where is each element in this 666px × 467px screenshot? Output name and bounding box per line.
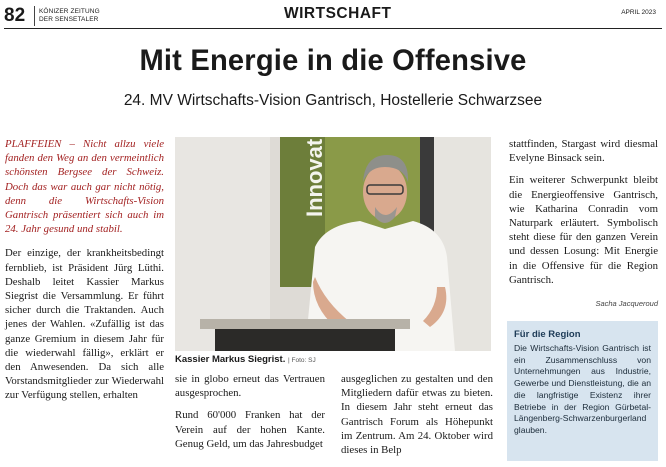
article-photo bbox=[175, 137, 491, 351]
photo-caption bbox=[175, 354, 316, 365]
publication-name bbox=[39, 8, 100, 24]
headline: Mit Energie in die Offensive bbox=[139, 44, 527, 77]
section-title: WIRTSCHAFT bbox=[284, 5, 392, 22]
publication-line-2: DER SENSETALER bbox=[39, 16, 99, 23]
issue-date: APRIL 2023 bbox=[621, 9, 656, 16]
header-rule bbox=[4, 28, 662, 29]
column-4 bbox=[509, 137, 658, 287]
info-box-title: Für die Region bbox=[514, 329, 581, 340]
body-paragraph: stattfinden, Stargast wird diesmal Evelyne Binsack sein. bbox=[509, 138, 658, 165]
info-box-body: Die Wirtschafts-Vision Gantrisch ist ein Zusammenschluss von Unternehmungen aus Industrie, Gewerbe und Dienstleistung, die an die langfristige Existenz ihrer Betriebe in der Region Gürbetal-Längenberg-Schwarzenburgerland glauben. bbox=[514, 343, 651, 435]
lead-paragraph: PLAFFEIEN – Nicht allzu viele fanden den Weg an den vermeintlich schönsten Bergsee der Schweiz. Doch das war auch gar nicht nötig, denn die Wirtschafts-Vision Gantrisch präsentiert sich auch im 24. Jahr gesund und stabil. bbox=[5, 138, 164, 236]
author-signature: Sacha Jacqueroud bbox=[595, 299, 658, 308]
caption-text: Kassier Markus Siegrist. bbox=[175, 354, 286, 365]
body-paragraph: Ein weiterer Schwerpunkt bleibt die Energieoffensive Gantrisch, wie Katharina Conradin vom Naturpark erläutert. Symbolisch steht diese für den ganzen Verein und dessen Losung: Mit Energie in die Offensive für die Region Gantrisch. bbox=[509, 174, 658, 286]
subheadline: 24. MV Wirtschafts-Vision Gantrisch, Hostellerie Schwarzsee bbox=[123, 92, 543, 109]
header-divider bbox=[34, 6, 35, 26]
publication-line-1: KÖNIZER ZEITUNG bbox=[39, 8, 100, 15]
body-paragraph: ausgeglichen zu gestalten und den Mitgliedern dafür etwas zu bieten. In diesem Jahr steht erneut das Gantrisch Forum als Höhepunkt im Zentrum. Am 24. Oktober wird dieses in Belp bbox=[341, 373, 493, 457]
column-2 bbox=[175, 372, 325, 451]
body-paragraph: Rund 60'000 Franken hat der Verein auf der hohen Kante. Genug Geld, um das Jahresbudget bbox=[175, 409, 325, 450]
page-number: 82 bbox=[4, 5, 26, 26]
banner-text: Innovat bbox=[302, 138, 327, 217]
column-1 bbox=[5, 137, 164, 403]
body-paragraph: Der einzige, der krankheitsbedingt fernblieb, ist Präsident Jürg Lüthi. Deshalb leitet Kassier Markus Siegrist die Versammlung. Er führt sicher durch die Traktanden. Auch jenes der Wahlen. «Zufällig ist das ganze Gremium in diesem Jahr für die wiederwahl fällig», erklärt er den Anwesenden. Da sich alle Vorstandsmitglieder zur Wiederwahl zur Verfügung stellen, erhalten bbox=[5, 247, 164, 402]
info-box bbox=[507, 321, 658, 461]
speaker-photo-illustration bbox=[175, 137, 491, 351]
body-paragraph: sie in globo erneut das Vertrauen ausgesprochen. bbox=[175, 373, 325, 400]
photo-credit: | Foto: SJ bbox=[288, 357, 316, 364]
column-3 bbox=[341, 372, 493, 457]
